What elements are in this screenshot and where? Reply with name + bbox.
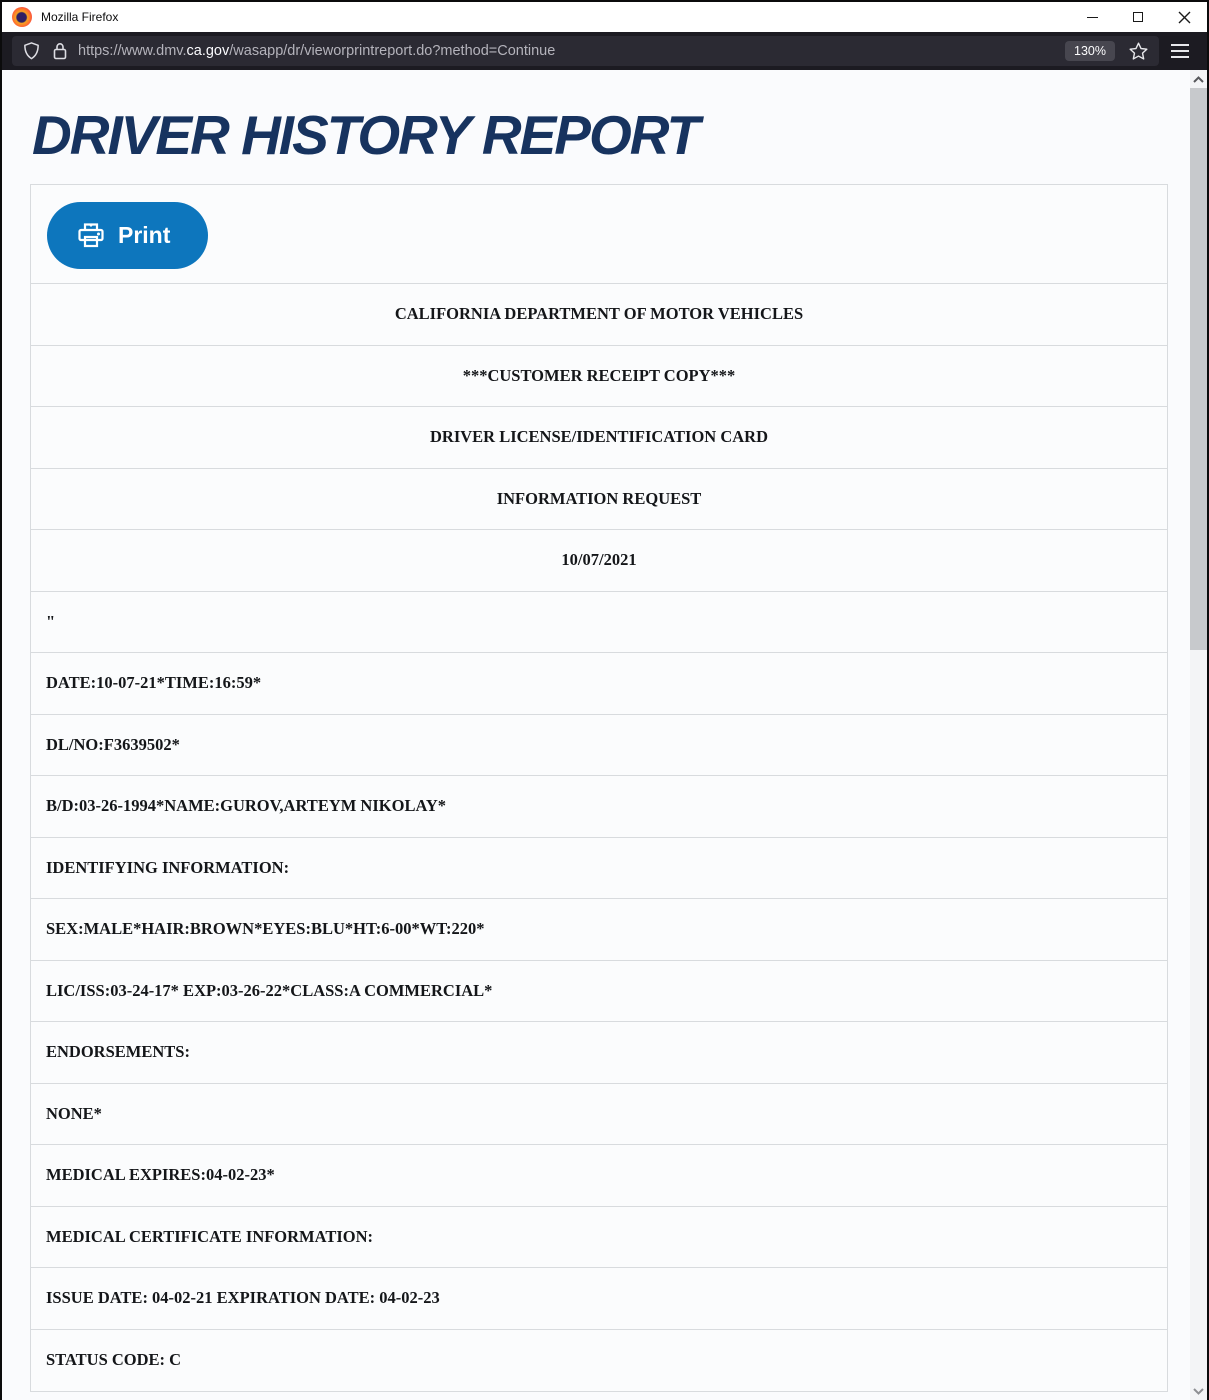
- table-row: [31, 1022, 1167, 1084]
- driver-history-table: [31, 283, 1167, 1391]
- print-button-area: [31, 185, 1167, 283]
- table-row: [31, 345, 1167, 407]
- lock-icon[interactable]: [52, 41, 68, 61]
- table-row: [31, 653, 1167, 715]
- url-domain: ca.gov: [186, 43, 230, 59]
- minimize-icon: [1087, 17, 1098, 18]
- report-row-text: MEDICAL EXPIRES:04-02-23*: [31, 1145, 1167, 1207]
- firefox-logo-icon: [12, 7, 32, 27]
- report-row-text: IDENTIFYING INFORMATION:: [31, 837, 1167, 899]
- table-row: [31, 1329, 1167, 1391]
- report-row-text: STATUS CODE: C: [31, 1329, 1167, 1391]
- report-row-text: ***CUSTOMER RECEIPT COPY***: [31, 345, 1167, 407]
- table-row: [31, 530, 1167, 592]
- scrollbar-thumb[interactable]: [1190, 88, 1207, 650]
- hamburger-menu-icon[interactable]: [1171, 44, 1189, 58]
- browser-toolbar: [2, 32, 1207, 70]
- report-row-text: ISSUE DATE: 04-02-21 EXPIRATION DATE: 04-02-23: [31, 1268, 1167, 1330]
- table-row: [31, 407, 1167, 469]
- table-row: [31, 776, 1167, 838]
- report-container: [30, 184, 1168, 1392]
- table-row: [31, 591, 1167, 653]
- report-row-text: B/D:03-26-1994*NAME:GUROV,ARTEYM NIKOLAY*: [31, 776, 1167, 838]
- report-row-text: 10/07/2021: [31, 530, 1167, 592]
- table-row: [31, 1206, 1167, 1268]
- table-row: [31, 1083, 1167, 1145]
- table-row: [31, 468, 1167, 530]
- scroll-up-arrow-icon[interactable]: [1190, 70, 1207, 88]
- window-controls: [1069, 2, 1207, 32]
- maximize-button[interactable]: [1115, 2, 1161, 32]
- bookmark-star-icon[interactable]: [1128, 41, 1149, 62]
- table-row: [31, 899, 1167, 961]
- table-row: [31, 1145, 1167, 1207]
- table-row: [31, 714, 1167, 776]
- report-row-text: LIC/ISS:03-24-17* EXP:03-26-22*CLASS:A COMMERCIAL*: [31, 960, 1167, 1022]
- report-row-text: DL/NO:F3639502*: [31, 714, 1167, 776]
- print-button-label: Print: [118, 222, 171, 248]
- report-row-text: SEX:MALE*HAIR:BROWN*EYES:BLU*HT:6-00*WT:220*: [31, 899, 1167, 961]
- url-text[interactable]: [78, 43, 1057, 59]
- tracking-shield-icon[interactable]: [22, 41, 41, 61]
- window-titlebar: [2, 2, 1207, 32]
- report-row-text: DRIVER LICENSE/IDENTIFICATION CARD: [31, 407, 1167, 469]
- report-row-text: INFORMATION REQUEST: [31, 468, 1167, 530]
- url-prefix: https://www.dmv.: [78, 43, 187, 59]
- url-bar[interactable]: [12, 36, 1159, 66]
- printer-icon: [77, 222, 105, 249]
- report-row-text: ": [31, 591, 1167, 653]
- table-row: [31, 284, 1167, 346]
- table-row: [31, 960, 1167, 1022]
- page-content: [2, 70, 1207, 1400]
- minimize-button[interactable]: [1069, 2, 1115, 32]
- close-icon: [1178, 11, 1191, 24]
- table-row: [31, 837, 1167, 899]
- print-button[interactable]: [47, 202, 208, 269]
- report-row-text: NONE*: [31, 1083, 1167, 1145]
- scroll-down-arrow-icon[interactable]: [1190, 1382, 1207, 1400]
- report-row-text: MEDICAL CERTIFICATE INFORMATION:: [31, 1206, 1167, 1268]
- report-row-text: DATE:10-07-21*TIME:16:59*: [31, 653, 1167, 715]
- report-row-text: ENDORSEMENTS:: [31, 1022, 1167, 1084]
- report-row-text: CALIFORNIA DEPARTMENT OF MOTOR VEHICLES: [31, 284, 1167, 346]
- maximize-icon: [1133, 12, 1143, 22]
- url-path: /wasapp/dr/vieworprintreport.do?method=Continue: [229, 43, 556, 59]
- zoom-level-badge[interactable]: 130%: [1065, 41, 1115, 61]
- page-title: DRIVER HISTORY REPORT: [32, 104, 699, 166]
- window-title: Mozilla Firefox: [41, 10, 119, 24]
- close-button[interactable]: [1161, 2, 1207, 32]
- vertical-scrollbar[interactable]: [1190, 70, 1207, 1400]
- table-row: [31, 1268, 1167, 1330]
